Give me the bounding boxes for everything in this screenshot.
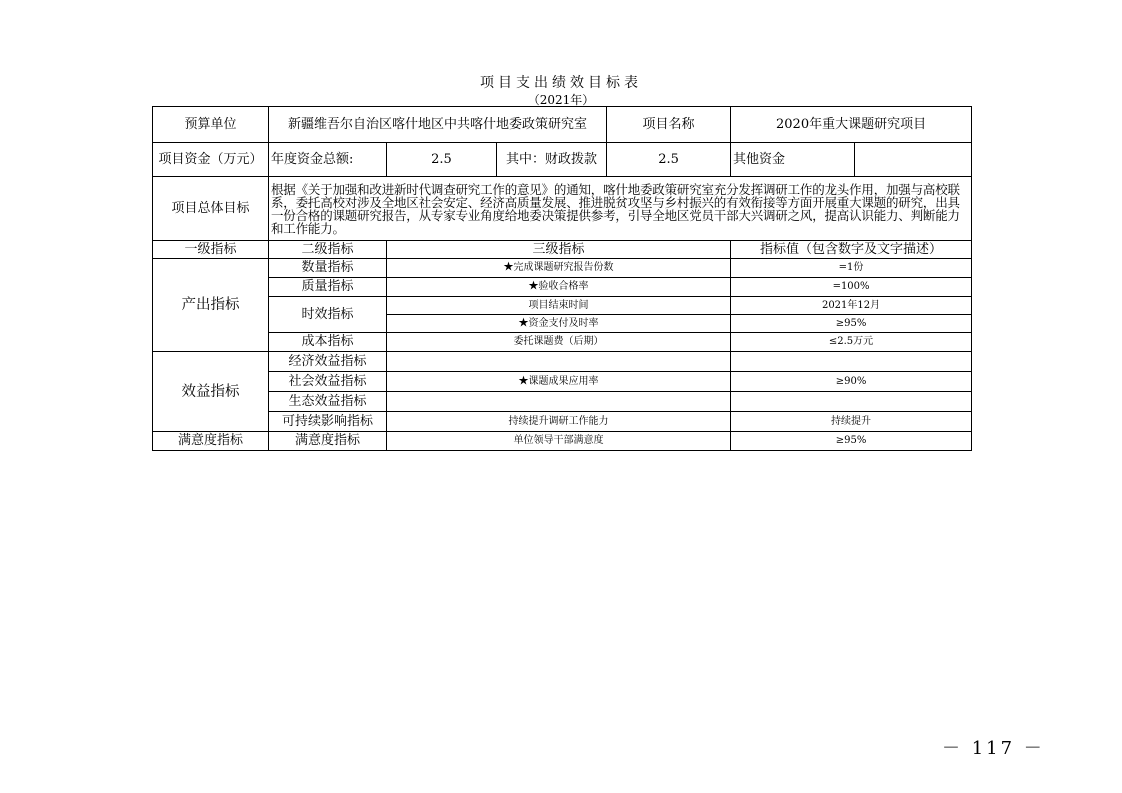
table-row-column-headers	[153, 241, 972, 259]
budget-unit-label: 预算单位	[153, 107, 269, 143]
annual-total-label: 年度资金总额:	[269, 143, 387, 177]
economic-benefit-item	[387, 352, 731, 372]
annual-total-value: 2.5	[387, 143, 497, 177]
ecological-benefit-value	[731, 392, 972, 412]
overall-goal-label: 项目总体目标	[153, 177, 269, 241]
sustainable-impact-item: 持续提升调研工作能力	[387, 412, 731, 432]
project-name-label: 项目名称	[607, 107, 731, 143]
table-row-overall-goal	[153, 177, 972, 241]
output-indicator-label: 产出指标	[153, 259, 269, 352]
level1-header: 一级指标	[153, 241, 269, 259]
timeliness-item-payment: ★资金支付及时率	[387, 315, 731, 333]
sustainable-impact-label: 可持续影响指标	[269, 412, 387, 432]
timeliness-value-end-time: 2021年12月	[731, 297, 972, 315]
table-row	[153, 333, 972, 352]
quality-indicator-item: ★验收合格率	[387, 278, 731, 297]
table-row	[153, 297, 972, 315]
quantity-indicator-item: ★完成课题研究报告份数	[387, 259, 731, 278]
timeliness-item-end-time: 项目结束时间	[387, 297, 731, 315]
timeliness-indicator-label: 时效指标	[269, 297, 387, 333]
satisfaction-item: 单位领导干部满意度	[387, 432, 731, 451]
ecological-benefit-label: 生态效益指标	[269, 392, 387, 412]
level2-header: 二级指标	[269, 241, 387, 259]
satisfaction-indicator-label: 满意度指标	[153, 432, 269, 451]
indicator-value-header: 指标值（包含数字及文字描述）	[731, 241, 972, 259]
table-row	[153, 259, 972, 278]
table-row	[153, 432, 972, 451]
performance-table	[152, 106, 972, 451]
table-row	[153, 372, 972, 392]
other-funds-value	[855, 143, 972, 177]
fiscal-value: 2.5	[607, 143, 731, 177]
social-benefit-value: ≥90%	[731, 372, 972, 392]
table-row	[153, 278, 972, 297]
table-year: （2021年）	[527, 93, 595, 107]
timeliness-value-payment: ≥95%	[731, 315, 972, 333]
cost-indicator-label: 成本指标	[269, 333, 387, 352]
quality-indicator-value: =100%	[731, 278, 972, 297]
social-benefit-item: ★课题成果应用率	[387, 372, 731, 392]
benefit-indicator-label: 效益指标	[153, 352, 269, 432]
page-number: － 117 －	[942, 738, 1045, 759]
project-name-value: 2020年重大课题研究项目	[731, 107, 972, 143]
ecological-benefit-item	[387, 392, 731, 412]
overall-goal-text: 根据《关于加强和改进新时代调查研究工作的意见》的通知，喀什地委政策研究室充分发挥调研工作的龙头作用，加强与高校联系，委托高校对涉及全地区社会安定、经济高质量发展、推进脱贫攻坚与乡村振兴的有效衔接等方面开展重大课题的研究，出具一份合格的课题研究报告，从专家专业角度给地委决策提供参考，引导全地区党员干部大兴调研之风，提高认识能力、判断能力和工作能力。	[269, 177, 972, 241]
funds-label: 项目资金（万元）	[153, 143, 269, 177]
social-benefit-label: 社会效益指标	[269, 372, 387, 392]
cost-indicator-value: ≤2.5万元	[731, 333, 972, 352]
quantity-indicator-value: =1份	[731, 259, 972, 278]
quality-indicator-label: 质量指标	[269, 278, 387, 297]
quantity-indicator-label: 数量指标	[269, 259, 387, 278]
level3-header: 三级指标	[387, 241, 731, 259]
economic-benefit-label: 经济效益指标	[269, 352, 387, 372]
satisfaction-sub-label: 满意度指标	[269, 432, 387, 451]
cost-indicator-item: 委托课题费（后期）	[387, 333, 731, 352]
budget-unit-value: 新疆维吾尔自治区喀什地区中共喀什地委政策研究室	[269, 107, 607, 143]
satisfaction-value: ≥95%	[731, 432, 972, 451]
table-row	[153, 392, 972, 412]
table-row	[153, 352, 972, 372]
table-title: 项目支出绩效目标表	[480, 75, 642, 91]
table-row	[153, 412, 972, 432]
table-row-budget-unit	[153, 107, 972, 143]
sustainable-impact-value: 持续提升	[731, 412, 972, 432]
other-funds-label: 其他资金	[731, 143, 855, 177]
table-row-funds	[153, 143, 972, 177]
fiscal-label: 其中：财政拨款	[497, 143, 607, 177]
economic-benefit-value	[731, 352, 972, 372]
